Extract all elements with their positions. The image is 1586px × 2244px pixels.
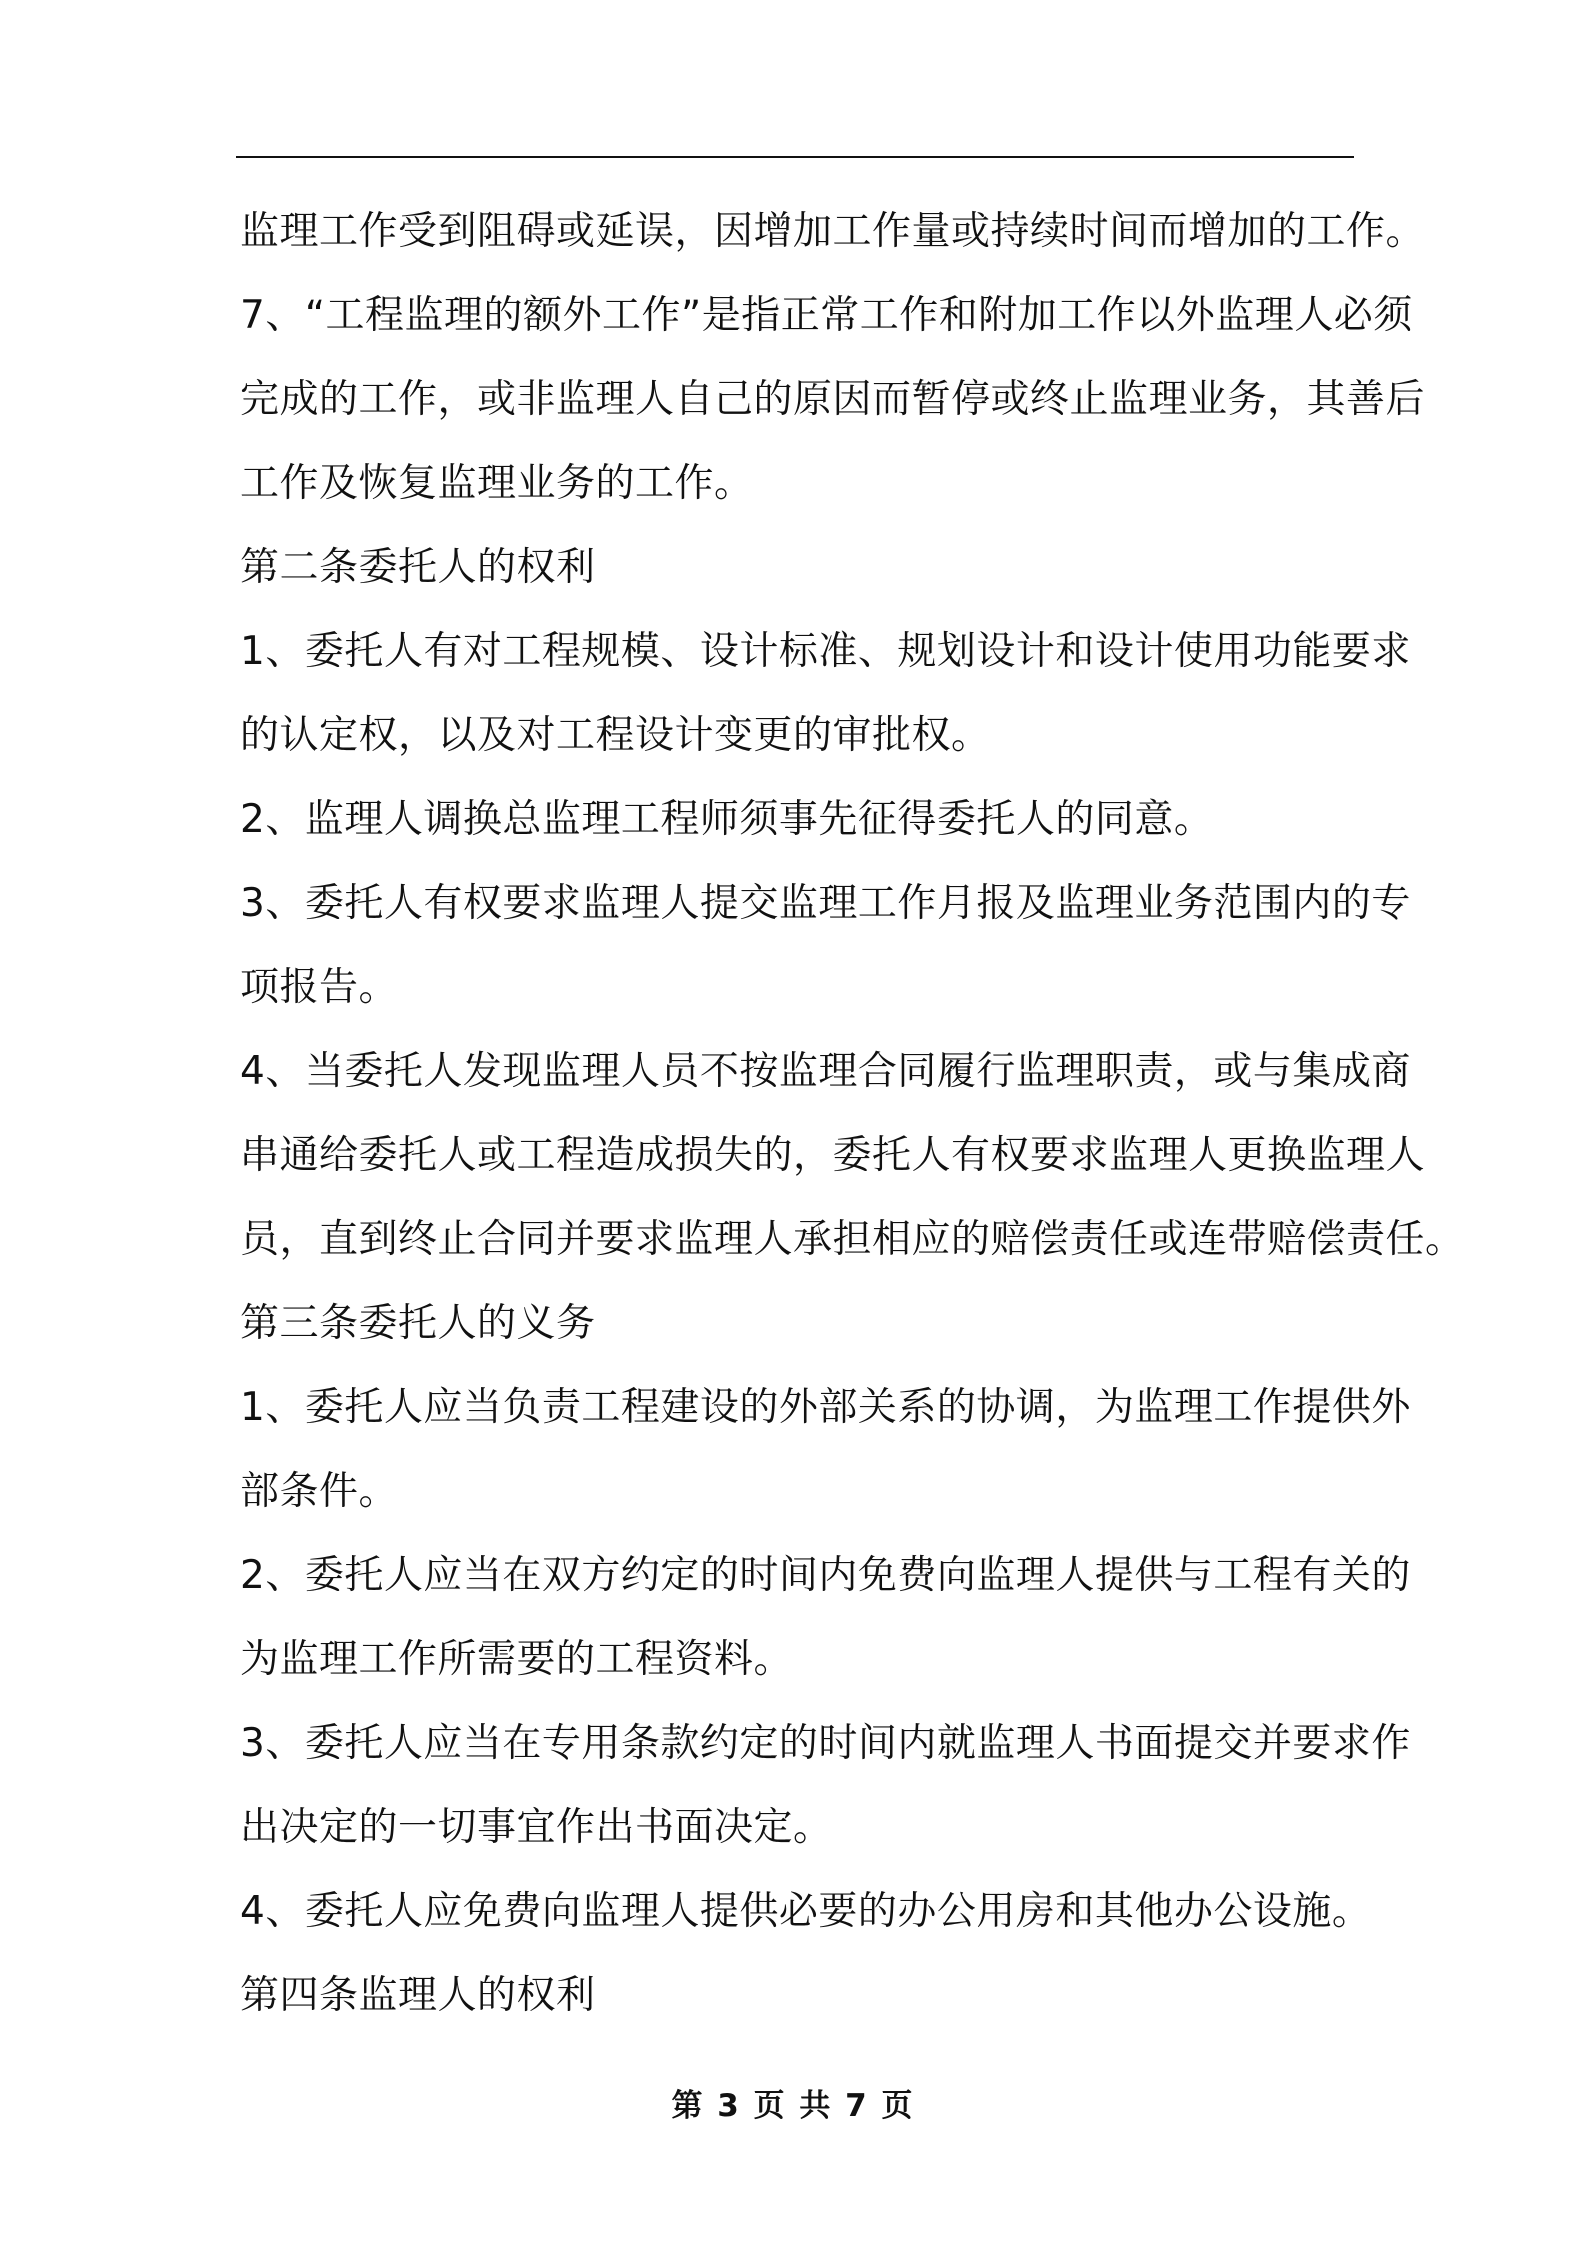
text-line: 4、委托人应免费向监理人提供必要的办公用房和其他办公设施。: [240, 1889, 1372, 1934]
section-heading: 第四条监理人的权利: [240, 1973, 596, 2018]
section-heading: 第二条委托人的权利: [240, 545, 596, 590]
text-line: 2、委托人应当在双方约定的时间内免费向监理人提供与工程有关的: [240, 1553, 1411, 1598]
text-line: 3、委托人应当在专用条款约定的时间内就监理人书面提交并要求作: [240, 1721, 1411, 1766]
text-line: 串通给委托人或工程造成损失的，委托人有权要求监理人更换监理人: [240, 1133, 1426, 1178]
text-line: 完成的工作，或非监理人自己的原因而暂停或终止监理业务，其善后: [240, 377, 1426, 422]
text-line: 2、监理人调换总监理工程师须事先征得委托人的同意。: [240, 797, 1214, 842]
text-line: 监理工作受到阻碍或延误，因增加工作量或持续时间而增加的工作。: [240, 209, 1426, 254]
text-line: 1、委托人应当负责工程建设的外部关系的协调，为监理工作提供外: [240, 1385, 1411, 1430]
page-number: 第 3 页 共 7 页: [671, 2088, 915, 2124]
text-line: 出决定的一切事宜作出书面决定。: [240, 1805, 833, 1850]
text-line: 项报告。: [240, 965, 399, 1010]
text-line: 为监理工作所需要的工程资料。: [240, 1637, 794, 1682]
text-line: 3、委托人有权要求监理人提交监理工作月报及监理业务范围内的专: [240, 881, 1411, 926]
text-line: 工作及恢复监理业务的工作。: [240, 461, 754, 506]
document-body: [240, 190, 1465, 2038]
text-line: 部条件。: [240, 1469, 399, 1514]
text-line: 员，直到终止合同并要求监理人承担相应的赔偿责任或连带赔偿责任。: [240, 1217, 1465, 1262]
header-rule: [236, 156, 1354, 158]
text-line: 1、委托人有对工程规模、设计标准、规划设计和设计使用功能要求: [240, 629, 1411, 674]
section-heading: 第三条委托人的义务: [240, 1301, 596, 1346]
text-line: 4、当委托人发现监理人员不按监理合同履行监理职责，或与集成商: [240, 1049, 1411, 1094]
text-line: 7、“工程监理的额外工作”是指正常工作和附加工作以外监理人必须: [240, 293, 1413, 338]
text-line: 的认定权，以及对工程设计变更的审批权。: [240, 713, 991, 758]
